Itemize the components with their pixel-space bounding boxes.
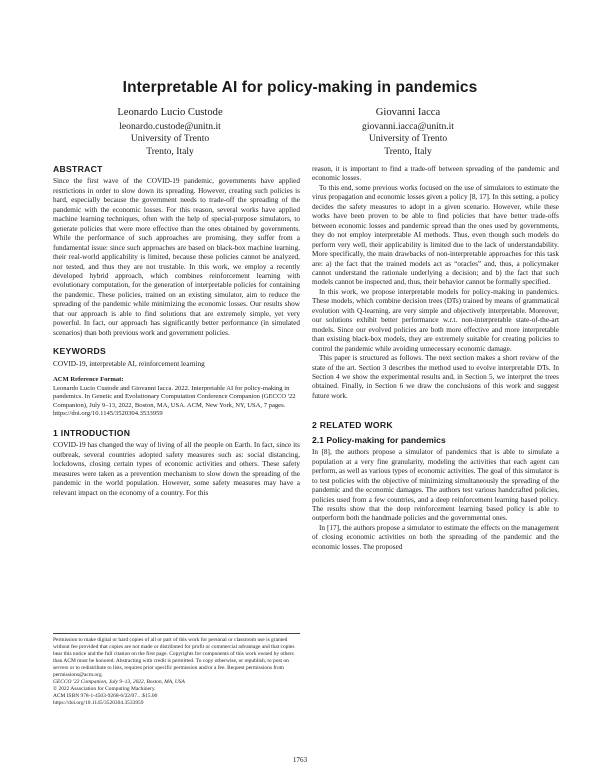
paper-title: Interpretable AI for policy-making in pandemics [122, 79, 478, 96]
conference-line: GECCO '22 Companion, July 9–13, 2022, Boston, MA, USA [53, 679, 185, 686]
author-name: Leonardo Lucio Custode [117, 107, 223, 118]
acm-reference-heading: ACM Reference Format: [53, 376, 124, 384]
author-1 [60, 107, 280, 158]
author-email: leonardo.custode@unitn.it [119, 120, 221, 132]
left-column [53, 165, 300, 498]
abstract-heading: ABSTRACT [53, 164, 103, 174]
related-work-heading: 2 RELATED WORK [312, 420, 393, 431]
introduction-text: COVID-19 has changed the way of living of all the people on Earth. In fact, since its outbreak, several countries adopted safety measures such as: social distancing, lockdowns, closing certain types of economic activities and others. These safety measures were taken as a prevention mechanism to slow down the spreading of the pandemic in the world population. However, some safety measures may have a relevant impact on the economy of a country. For this [53, 441, 300, 497]
author-email: giovanni.iacca@unitn.it [362, 120, 454, 132]
paragraph: This paper is structured as follows. The next section makes a short review of the state of the art. Section 3 describes the method used to evolve interpretable DTs. In Section 4 we show the experimental results and, in Section 5, we interpret the trees obtained. Finally, in Section 6 we draw the conclusions of this work and suggest future work. [312, 354, 559, 400]
author-affiliation: University of Trento [368, 133, 448, 145]
introduction-heading: 1 INTRODUCTION [53, 427, 131, 438]
isbn-line: ACM ISBN 978-1-4503-9268-6/22/07…$15.00 [53, 693, 158, 700]
paragraph: To this end, some previous works focused on the use of simulators to estimate the virus propagation and economic losses given a policy [8, 17]. In this setting, a policy decides the safety measures to adopt in a given scenario. However, while these works have been proven to be able to find policies that have better trade-offs between economic losses and pandemic spread than the ones used by governments, they do not employ interpretable AI methods. Thus, even though such models do perform very well, their applicability is limited due to the lack of understandability. More specifically, the main drawbacks of non-interpretable approaches for this task are: a) the fact that the trained models act as “oracles” and, thus, a policymaker cannot understand the rationale underlying a decision; and b) the fact that such models cannot be inspected and, thus, their behavior cannot be formally specified. [312, 183, 559, 287]
paragraph: In this work, we propose interpretable models for policy-making in pandemics. These models, which combine decision trees (DTs) trained by means of grammatical evolution with Q-learning, are very simple and objectively interpretable. Moreover, our solutions exhibit better performance w.r.t. non-interpretable state-of-the-art models. Since our evolved policies are both more effective and more interpretable than existing black-box models, they are extremely suitable for creating policies to control the pandemic while avoiding unnecessary economic damage. [312, 287, 559, 353]
paragraph: In [8], the authors propose a simulator of pandemics that is able to simulate a population at a very fine granularity, modeling the activities that each agent can perform, as well as various types of economic activities. The goal of this simulator is to test policies with the objective of minimizing simultaneously the spreading of the pandemic and the economic damages. The authors test various handcrafted policies, policies used from a few countries, and a deep reinforcement learning based policy. The results show that the deep reinforcement learning based policy is able to outperform both the handmade policies and the governmental ones. [312, 448, 559, 523]
keywords-heading: KEYWORDS [53, 346, 107, 357]
acm-reference [53, 375, 300, 419]
right-column [312, 165, 559, 552]
author-name: Giovanni Iacca [375, 107, 441, 118]
paragraph: In [17], the authors propose a simulator to estimate the effects on the management of closing economic activities on both the spreading of the pandemic and the economic losses. The proposed [312, 523, 559, 551]
author-location: Trento, Italy [384, 145, 432, 157]
author-affiliation: University of Trento [130, 133, 210, 145]
keywords-text: COVID-19, interpretable AI, reinforcement learning [53, 359, 205, 368]
permission-block [53, 633, 300, 707]
author-location: Trento, Italy [146, 145, 194, 157]
abstract-text: Since the first wave of the COVID-19 pandemic, governments have applied restrictions in order to slow down its spreading. However, creating such policies is hard, especially because the government needs to trade-off the spreading of the pandemic with the economic losses. For this reason, several works have applied machine learning techniques, often with the help of special-purpose simulators, to generate policies that were more effective than the ones obtained by governments. While the performance of such approaches are promising, they suffer from a fundamental issue: since such approaches are based on black-box machine learning, their real-world applicability is limited, because these policies cannot be analyzed, nor tested, and thus they are not trustable. In this work, we employ a recently developed hybrid approach, which combines reinforcement learning with evolutionary computation, for the generation of interpretable policies for containing the pandemic. These policies, trained on an existing simulator, aim to reduce the spreading of the pandemic while minimizing the economic losses. Our results show that our approach is able to find solutions that are extremely simple, yet very powerful. In fact, our approach has significantly better performance (in simulated scenarios) than both previous work and government policies. [53, 177, 300, 337]
paragraph: reason, it is important to find a trade-off between spreading of the pandemic and economic losses. [312, 165, 559, 183]
footnote-rule [53, 633, 300, 634]
doi-link[interactable]: https://doi.org/10.1145/3520304.3533959 [53, 700, 144, 707]
copyright-line: © 2022 Association for Computing Machinery. [53, 686, 156, 693]
acm-reference-text: Leonardo Lucio Custode and Giovanni Iacca. 2022. Interpretable AI for policy-making in pandemics. In Genetic and Evolutionary Computation Conference Companion (GECCO '22 Companion), July 9–13, 2022, Boston, MA, USA. ACM, New York, NY, USA, 7 pages. https://doi.org/10.1145/3520304.3533959 [53, 384, 296, 418]
permission-notice: Permission to make digital or hard copies of all or part of this work for personal or classroom use is granted without fee provided that copies are not made or distributed for profit or commercial advantage and that copies bear this notice and the full citation on the first page. Copyrights for components of this work owned by others than ACM must be honored. Abstracting with credit is permitted. To copy otherwise, or republish, to post on servers or to redistribute to lists, requires prior specific permission and/or a fee. Request permissions from permissions@acm.org. [53, 637, 295, 679]
page-number: 1763 [292, 756, 308, 764]
subsection-heading: 2.1 Policy-making for pandemics [312, 434, 446, 445]
author-2 [298, 107, 518, 158]
